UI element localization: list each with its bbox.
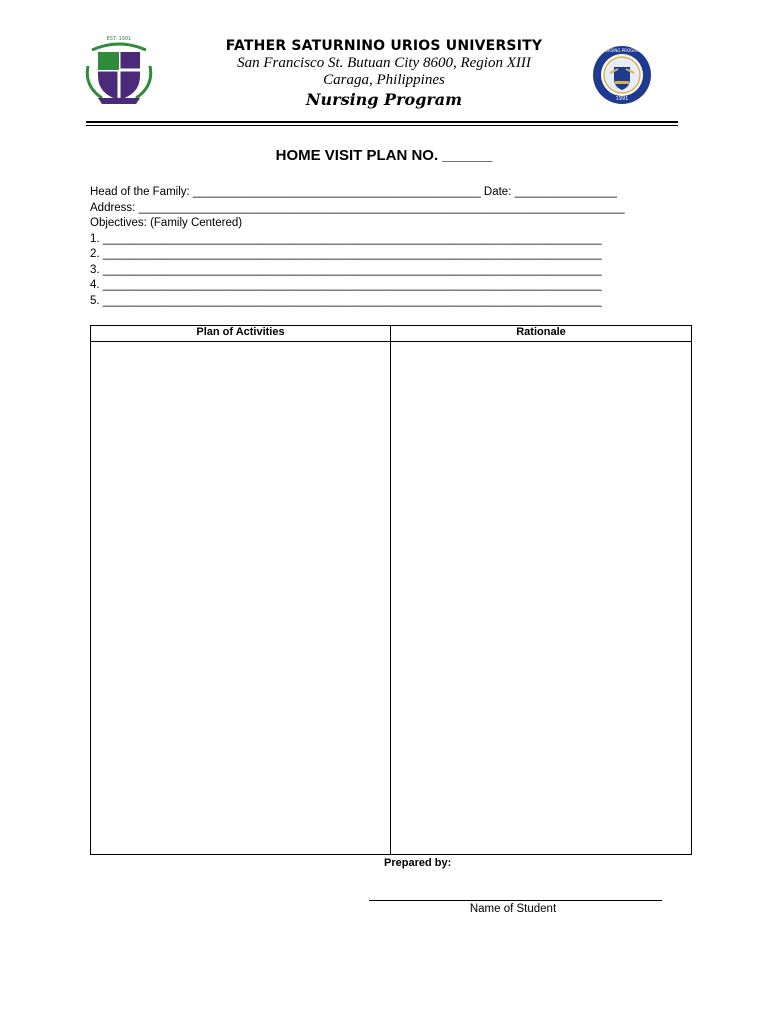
program-name: Nursing Program: [305, 90, 463, 109]
right-logo-ring-top: NURSING PROGRAM: [601, 48, 643, 53]
objective-field-2[interactable]: 2. ______________________________________________________________________________: [90, 248, 602, 260]
objective-field-4[interactable]: 4. ______________________________________________________________________________: [90, 279, 602, 291]
objective-field-3[interactable]: 3. ______________________________________________________________________________: [90, 264, 602, 276]
university-address-line1: San Francisco St. Butuan City 8600, Region XIII: [237, 55, 531, 71]
plan-of-activities-cell[interactable]: [91, 342, 390, 854]
objective-field-1[interactable]: 1. ______________________________________________________________________________: [90, 233, 602, 245]
rationale-cell[interactable]: [391, 342, 691, 854]
left-logo-text: EST. 1901: [106, 36, 132, 42]
right-logo-ring-bottom: 1991: [615, 96, 629, 102]
university-name: FATHER SATURNINO URIOS UNIVERSITY: [225, 38, 543, 54]
table-header-plan-of-activities: Plan of Activities: [196, 326, 285, 338]
university-address-line2: Caraga, Philippines: [323, 72, 445, 88]
header-divider-thick: [86, 121, 678, 123]
signature-line[interactable]: [369, 900, 662, 901]
prepared-by-label: Prepared by:: [384, 857, 452, 869]
table-header-rationale: Rationale: [516, 326, 566, 338]
header-divider-thin: [86, 125, 678, 126]
objectives-label: Objectives: (Family Centered): [90, 217, 243, 229]
university-seal-logo: [84, 36, 154, 106]
name-of-student-label: Name of Student: [469, 903, 557, 915]
objective-field-5[interactable]: 5. ______________________________________________________________________________: [90, 295, 602, 307]
form-title: HOME VISIT PLAN NO. ______: [275, 147, 493, 164]
head-of-family-field[interactable]: Head of the Family: _____________________________________________ Date: ________________: [90, 186, 617, 198]
address-field[interactable]: Address: ____________________________________________________________________________: [90, 202, 625, 214]
